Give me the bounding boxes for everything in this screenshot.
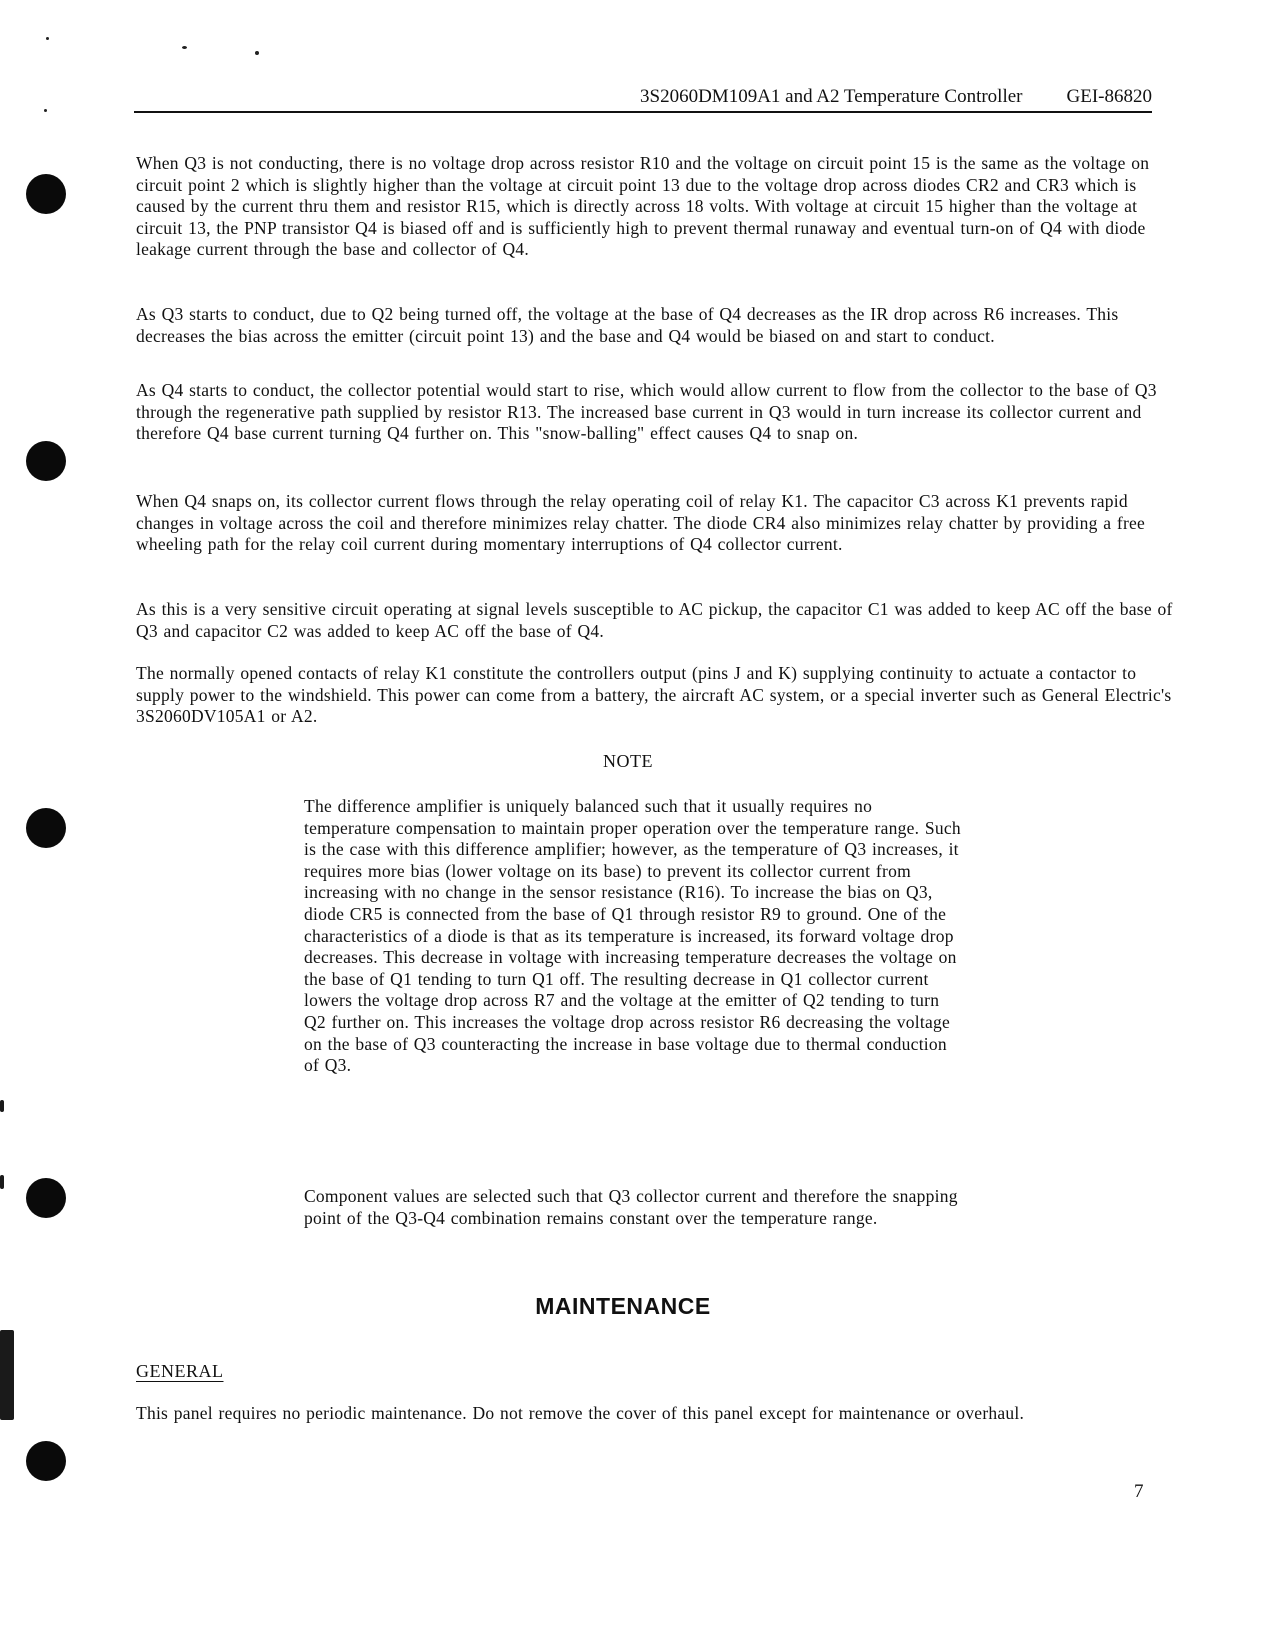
header-rule bbox=[134, 111, 1152, 113]
body-paragraph: The normally opened contacts of relay K1 constitute the controllers output (pins J and K) supplying continuity to actuate a contactor to supply power to the windshield. This power can come from a battery, the aircraft AC system, or a special inverter such as General Electric's 3S2060DV105A1 or A2. bbox=[136, 663, 1172, 727]
punch-hole bbox=[26, 441, 66, 481]
scan-speck bbox=[255, 51, 259, 55]
section-heading: MAINTENANCE bbox=[535, 1293, 711, 1319]
body-paragraph: This panel requires no periodic maintenance. Do not remove the cover of this panel except for maintenance or overhaul. bbox=[136, 1403, 1025, 1423]
punch-hole bbox=[26, 174, 66, 214]
body-paragraph: As this is a very sensitive circuit operating at signal levels susceptible to AC pickup, the capacitor C1 was added to keep AC off the base of Q3 and capacitor C2 was added to keep AC off the base of Q4. bbox=[136, 599, 1173, 641]
note-title: NOTE bbox=[603, 751, 653, 771]
subsection-heading: GENERAL bbox=[136, 1361, 224, 1381]
body-paragraph: As Q4 starts to conduct, the collector potential would start to rise, which would allow current to flow from the collector to the base of Q3 through the regenerative path supplied by resistor R13. The increased base current in Q3 would in turn increase its collector current and therefore Q4 base current turning Q4 further on. This "snow-balling" effect causes Q4 to snap on. bbox=[136, 380, 1157, 444]
body-paragraph: When Q3 is not conducting, there is no voltage drop across resistor R10 and the voltage on circuit point 15 is the same as the voltage on circuit point 2 which is slightly higher than the voltage at circuit point 13 due to the voltage drop across diodes CR2 and CR3 which is caused by the current thru them and resistor R15, which is directly across 18 volts. With voltage at circuit 15 higher than the voltage at circuit 13, the PNP transistor Q4 is biased off and is sufficiently high to prevent thermal runaway and eventual turn-on of Q4 with diode leakage current through the base and collector of Q4. bbox=[136, 153, 1150, 260]
scan-edge-mark bbox=[0, 1175, 4, 1189]
body-paragraph: When Q4 snaps on, its collector current flows through the relay operating coil of relay K1. The capacitor C3 across K1 prevents rapid changes in voltage across the coil and therefore minimizes relay chatter. The diode CR4 also minimizes relay chatter by providing a free wheeling path for the relay coil current during momentary interruptions of Q4 collector current. bbox=[136, 491, 1146, 555]
punch-hole bbox=[26, 808, 66, 848]
page-header bbox=[134, 86, 1152, 108]
header-doc-number: GEI-86820 bbox=[1066, 86, 1152, 107]
page-number: 7 bbox=[1134, 1481, 1144, 1502]
body-paragraph: As Q3 starts to conduct, due to Q2 being turned off, the voltage at the base of Q4 decreases as the IR drop across R6 increases. This decreases the bias across the emitter (circuit point 13) and the base and Q4 would be biased on and start to conduct. bbox=[136, 304, 1119, 346]
scan-speck bbox=[44, 109, 47, 112]
note-paragraph: Component values are selected such that Q3 collector current and therefore the snapping point of the Q3-Q4 combination remains constant over the temperature range. bbox=[304, 1186, 958, 1228]
punch-hole bbox=[26, 1178, 66, 1218]
scan-speck bbox=[182, 46, 187, 49]
punch-hole bbox=[26, 1441, 66, 1481]
header-doc-title: 3S2060DM109A1 and A2 Temperature Controller bbox=[640, 86, 1023, 107]
scan-edge-mark bbox=[0, 1100, 4, 1112]
scan-speck bbox=[46, 37, 49, 40]
note-paragraph: The difference amplifier is uniquely balanced such that it usually requires no temperature compensation to maintain proper operation over the temperature range. Such is the case with this difference amplifier; however, as the temperature of Q3 increases, it requires more bias (lower voltage on its base) to prevent its collector current from increasing with no change in the sensor resistance (R16). To increase the bias on Q3, diode CR5 is connected from the base of Q1 through resistor R9 to ground. One of the characteristics of a diode is that as its temperature is increased, its forward voltage drop decreases. This decrease in voltage with increasing temperature decreases the voltage on the base of Q1 tending to turn Q1 off. The resulting decrease in Q1 collector current lowers the voltage drop across R7 and the voltage at the emitter of Q2 tending to turn Q2 further on. This increases the voltage drop across resistor R6 decreasing the voltage on the base of Q3 counteracting the increase in base voltage due to thermal conduction of Q3. bbox=[304, 796, 961, 1076]
scan-edge-mark bbox=[0, 1330, 14, 1420]
